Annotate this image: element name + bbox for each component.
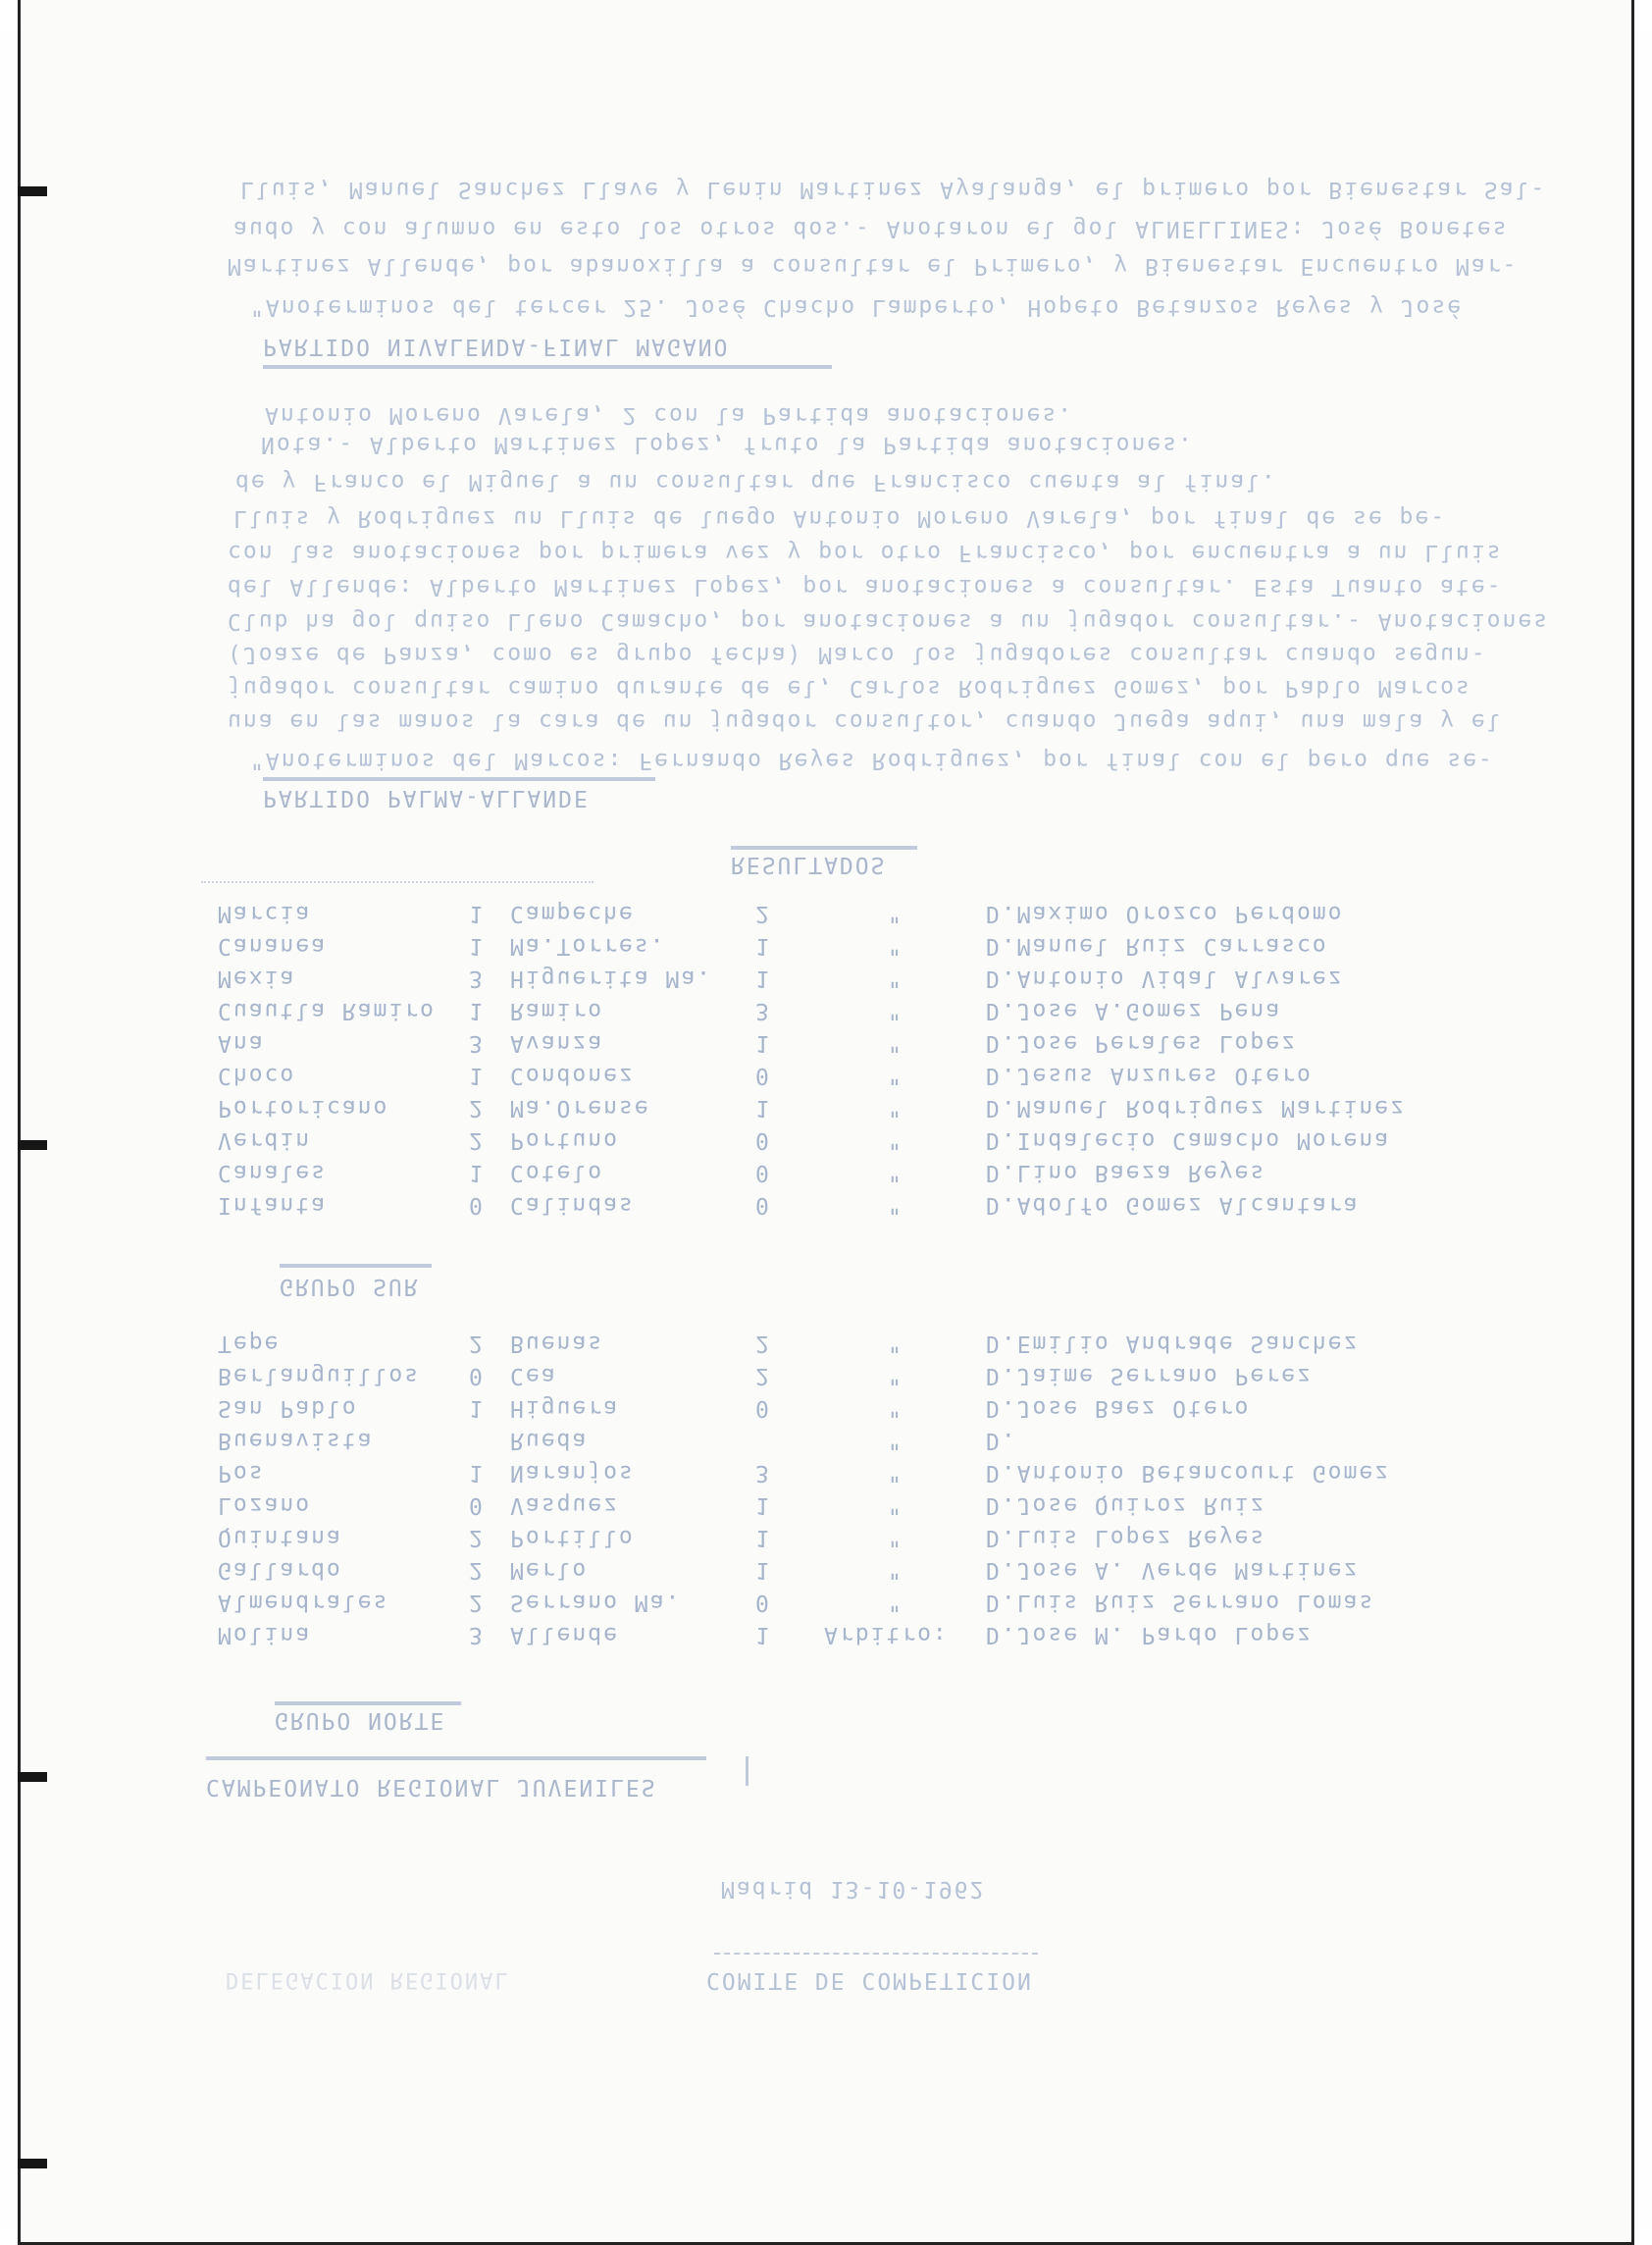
table-cell-score-b: 0 [755, 1063, 771, 1088]
bleed-text-line: del Allende: Alberto Martinez Lopez, por anotaciones a consultar. Esta Tuanto ate- [228, 574, 1503, 600]
table-cell-team-a: Canales [218, 1160, 327, 1185]
table-cell-score-a: 2 [469, 1590, 485, 1615]
table-cell-team-b: Vasquez [510, 1492, 619, 1518]
table-cell-team-a: Berlanguillos [218, 1363, 421, 1388]
place-date: Madrid 13-10-1962 [721, 1876, 986, 1902]
bleed-text-line: Club ha gol quiso Lleno Camacho, por anotaciones a un jugador consultar.- Anotaciones [228, 608, 1550, 634]
table-cell-referee: D.Antonio Betancourt Gomez [986, 1460, 1391, 1486]
table-cell-sep: " [888, 1127, 903, 1153]
table-cell-score-b: 1 [755, 1095, 771, 1121]
table-cell-sep: " [888, 1030, 903, 1056]
section-heading: PARTIDO PALMA-ALLANDE [263, 785, 590, 810]
bleed-text-line: "Anoterminos del Marcos: Fernando Reyes Rodriguez, por final con el pero que se- [250, 748, 1494, 773]
table-cell-team-b: Calindas [510, 1192, 635, 1218]
table-cell-referee: D.Manuel Rodriguez Martinez [986, 1095, 1406, 1121]
table-cell-score-b: 1 [755, 1622, 771, 1647]
table-cell-score-b: 3 [755, 998, 771, 1023]
table-cell-referee: D.Jaime Serrano Perez [986, 1363, 1313, 1388]
table-cell-team-b: Buenas [510, 1331, 604, 1356]
table-cell-referee: D.Manuel Ruiz Carrasco [986, 933, 1328, 959]
table-cell-score-b: 1 [755, 1557, 771, 1583]
table-cell-sep: Arbitro: [824, 1622, 949, 1647]
table-cell-sep: " [888, 933, 903, 959]
results-underline [731, 846, 917, 850]
bleed-text-line: Lluis, Manuel Sanchez Llave y Lenin Martinez Ayalanga, el primero por Bienestar Sal- [240, 177, 1547, 202]
heading-underline [263, 365, 832, 369]
table-cell-referee: D.Jose Perales Lopez [986, 1030, 1297, 1056]
table-cell-referee: D.Jesus Anzures Otero [986, 1063, 1313, 1088]
table-cell-team-b: Merlo [510, 1557, 589, 1583]
mark [746, 1756, 749, 1786]
table-cell-referee: D.Indalecio Camacho Morena [986, 1127, 1391, 1153]
table-cell-score-b: 3 [755, 1460, 771, 1486]
table-cell-referee: D.Jose A.Gomez Pena [986, 998, 1282, 1023]
bleed-text-line: "Anoterminos del tercer 25. José Chacho Lamberto, Hopeto Betanzos Reyes y José [250, 294, 1464, 320]
table-cell-referee: D.Lino Baeza Reyes [986, 1160, 1266, 1185]
table-cell-team-b: Higuera [510, 1395, 619, 1421]
table-cell-score-b: 2 [755, 1363, 771, 1388]
table-cell-score-a: 1 [469, 1395, 485, 1421]
table-cell-team-a: Cananea [218, 933, 327, 959]
table-cell-score-b: 2 [755, 1331, 771, 1356]
table-cell-sep: " [888, 1525, 903, 1550]
table-cell-team-b: Rueda [510, 1428, 589, 1453]
signature-caption: COMITE DE COMPETICION [706, 1967, 1033, 1993]
bleed-text-line: audo y con alumno en esto los otros dos.- Anotaron el gol ALNELLINES: José Bonetes [233, 216, 1509, 241]
group-label-underline [275, 1701, 461, 1705]
table-cell-team-a: San Pablo [218, 1395, 358, 1421]
table-cell-team-b: Portillo [510, 1525, 635, 1550]
table-cell-team-a: Molina [218, 1622, 312, 1647]
table-cell-referee: D.Maximo Orozco Perdomo [986, 901, 1344, 926]
table-cell-score-a: 1 [469, 1160, 485, 1185]
bleed-text-line: con las anotaciones por primera vez y por otro Francisco, por encuentra a un Lluis [228, 540, 1503, 565]
table-cell-team-a: Choco [218, 1063, 296, 1088]
table-cell-score-b: 1 [755, 1525, 771, 1550]
table-cell-team-b: Naranjos [510, 1460, 635, 1486]
table-cell-sep: " [888, 966, 903, 991]
binder-hole-mark [18, 186, 47, 196]
table-cell-team-a: Portoricano [218, 1095, 389, 1121]
bleed-text-line: Antonio Moreno Varela, 2 con la Partida anotaciones. [265, 402, 1074, 428]
table-cell-team-b: Cotelo [510, 1160, 604, 1185]
table-cell-score-a: 3 [469, 1030, 485, 1056]
bleed-text-line: (Joaze de Panza, como es grupo fecha) Marco los jugadores consultar cuando segun- [228, 642, 1487, 667]
table-cell-team-b: Avanza [510, 1030, 604, 1056]
table-cell-score-b: 1 [755, 966, 771, 991]
committee-underline [206, 1756, 706, 1760]
table-cell-score-a: 2 [469, 1525, 485, 1550]
stamp-text: DELEGACION REGIONAL [226, 1967, 510, 1992]
table-cell-team-a: Cuautla Ramiro [218, 998, 436, 1023]
table-cell-score-a: 2 [469, 1127, 485, 1153]
table-cell-score-b: 1 [755, 933, 771, 959]
table-cell-sep: " [888, 1331, 903, 1356]
table-cell-sep: " [888, 1590, 903, 1615]
table-cell-score-a: 0 [469, 1192, 485, 1218]
table-cell-team-a: Verdin [218, 1127, 312, 1153]
table-cell-team-b: Ma.Torres. [510, 933, 666, 959]
table-cell-score-a: 1 [469, 933, 485, 959]
table-cell-referee: D.Jose Baez Otero [986, 1395, 1251, 1421]
table-cell-score-a: 1 [469, 998, 485, 1023]
table-cell-team-b: Condonez [510, 1063, 635, 1088]
signature-line [714, 1953, 1038, 1955]
table-cell-sep: " [888, 1460, 903, 1486]
table-cell-score-b: 0 [755, 1127, 771, 1153]
table-cell-team-a: Tepe [218, 1331, 281, 1356]
document-sheet [18, 0, 1634, 2245]
table-cell-referee: D.Jose A. Verde Martinez [986, 1557, 1360, 1583]
bleed-text-line: de y Franco el Miguel a un consultar que Francisco cuenta al final. [235, 469, 1277, 495]
table-cell-team-a: Marcia [218, 901, 312, 926]
table-cell-team-a: Lozano [218, 1492, 312, 1518]
bleed-text-line: una en las manos la cara de un jugador consultor, cuando Juega aqui, una mala y el [228, 708, 1503, 734]
table-cell-team-a: Buenavista [218, 1428, 374, 1453]
table-cell-score-b: 0 [755, 1590, 771, 1615]
table-cell-sep: " [888, 901, 903, 926]
table-cell-team-b: Ma.Orense [510, 1095, 650, 1121]
table-cell-referee: D.Luis Ruiz Serrano Lomas [986, 1590, 1375, 1615]
bleed-text-line: Nota.- Alberto Martinez Lopez, fruto la Partida anotaciones. [261, 432, 1194, 457]
bleed-text-line: Martinez Allende, por abanoxilla a consultar el Primero, y Bienestar Encuentro Mar- [228, 253, 1519, 279]
table-cell-score-a: 3 [469, 966, 485, 991]
table-cell-referee: D.Jose Quiroz Ruiz [986, 1492, 1266, 1518]
table-cell-score-a: 1 [469, 1063, 485, 1088]
table-cell-team-a: Almendrales [218, 1590, 389, 1615]
table-cell-sep: " [888, 1063, 903, 1088]
table-cell-score-b: 0 [755, 1395, 771, 1421]
table-cell-team-a: Quintana [218, 1525, 342, 1550]
committee-title: CAMPEONATO REGIONAL JUVENILES [206, 1774, 657, 1800]
table-cell-team-a: Infanta [218, 1192, 327, 1218]
table-cell-team-b: Serrano Ma. [510, 1590, 682, 1615]
table-cell-referee: D.Emilio Andrade Sanchez [986, 1331, 1360, 1356]
table-cell-sep: " [888, 1492, 903, 1518]
table-cell-score-b: 1 [755, 1030, 771, 1056]
table-cell-score-a: 3 [469, 1622, 485, 1647]
table-cell-score-b: 0 [755, 1160, 771, 1185]
table-cell-team-b: Portuno [510, 1127, 619, 1153]
binder-hole-mark [18, 2159, 47, 2168]
table-cell-sep: " [888, 1557, 903, 1583]
table-cell-score-a: 2 [469, 1557, 485, 1583]
table-cell-score-a: 0 [469, 1363, 485, 1388]
table-cell-referee: D.Luis Lopez Reyes [986, 1525, 1266, 1550]
group-label: GRUPO NORTE [275, 1707, 446, 1733]
table-cell-score-a: 1 [469, 901, 485, 926]
table-cell-referee: D. [986, 1428, 1017, 1453]
group-label: GRUPO SUR [280, 1274, 420, 1299]
table-cell-sep: " [888, 998, 903, 1023]
table-cell-team-b: Cea [510, 1363, 557, 1388]
table-cell-team-a: Mexia [218, 966, 296, 991]
table-cell-score-a: 1 [469, 1460, 485, 1486]
table-cell-score-a: 0 [469, 1492, 485, 1518]
table-cell-score-b: 0 [755, 1192, 771, 1218]
table-cell-team-a: Ana [218, 1030, 265, 1056]
table-cell-referee: D.Jose M. Pardo Lopez [986, 1622, 1313, 1647]
group-label-underline [280, 1264, 432, 1268]
table-cell-sep: " [888, 1192, 903, 1218]
table-cell-sep: " [888, 1395, 903, 1421]
table-cell-referee: D.Adolfo Gomez Alcantara [986, 1192, 1360, 1218]
table-cell-referee: D.Antonio Vidal Alvarez [986, 966, 1344, 991]
table-cell-team-b: Campeche [510, 901, 635, 926]
table-cell-team-b: Ramiro [510, 998, 604, 1023]
table-cell-team-a: Pos [218, 1460, 265, 1486]
table-cell-score-a: 2 [469, 1095, 485, 1121]
binder-hole-mark [18, 1772, 47, 1782]
table-cell-team-b: Higuerita Ma. [510, 966, 713, 991]
bleed-text-line: jugador consultar camino durante de el, Carlos Rodriguez Gomez, por Pablo Marcos [228, 675, 1471, 701]
section-heading: PARTIDO NIVALENDA-FINAL MAGANO [263, 334, 730, 359]
heading-underline [263, 777, 655, 781]
table-cell-team-b: Allende [510, 1622, 619, 1647]
table-cell-sep: " [888, 1363, 903, 1388]
table-cell-score-b: 1 [755, 1492, 771, 1518]
dotted-separator [201, 881, 594, 883]
table-cell-sep: " [888, 1428, 903, 1453]
table-cell-team-a: Gallardo [218, 1557, 342, 1583]
binder-hole-mark [18, 1140, 47, 1150]
table-cell-sep: " [888, 1160, 903, 1185]
table-cell-score-b: 2 [755, 901, 771, 926]
bleed-text-line: Lluis y Rodriguez un Lluis de luego Antonio Moreno Varela, por final de se pe- [233, 505, 1447, 531]
table-cell-score-a: 2 [469, 1331, 485, 1356]
results-title: RESULTADOS [731, 852, 887, 877]
table-cell-sep: " [888, 1095, 903, 1121]
